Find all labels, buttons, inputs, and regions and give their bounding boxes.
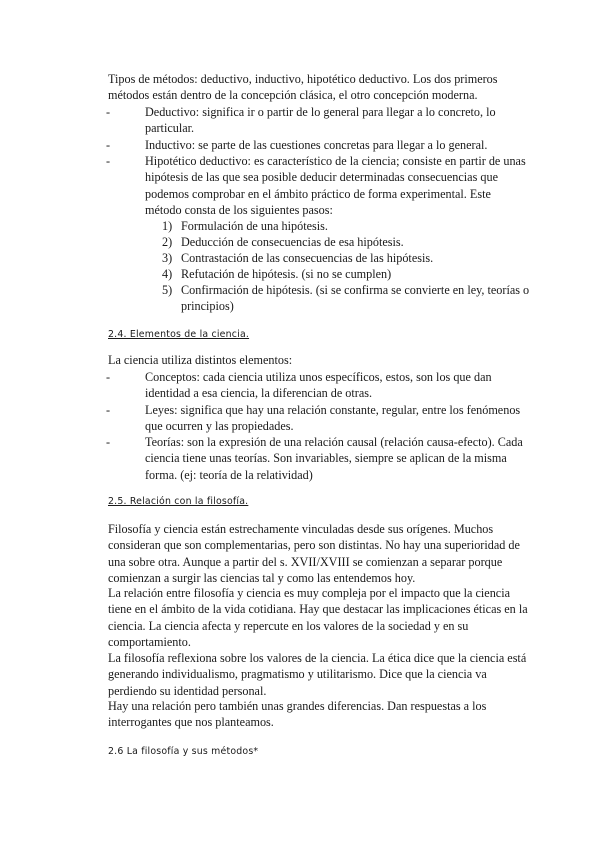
step-text: Refutación de hipótesis. (si no se cumplen) [181,267,392,281]
element-text: Leyes: significa que hay una relación constante, regular, entre los fenómenos que ocurren y las propiedades. [145,403,521,434]
step-number: 2) [162,235,173,249]
step-number: 5) [162,283,173,297]
element-item-teorias [106,434,527,483]
bullet-dash: - [106,403,111,417]
step-text: Confirmación de hipótesis. (si se confirma se convierte en ley, teorías o principios) [181,283,530,314]
step-item [162,250,532,266]
section-2-5-paragraph: La relación entre filosofía y ciencia es muy compleja por el impacto que la ciencia tiene en el ámbito de la vida cotidiana. Hay que destacar las implicaciones éticas en la ciencia. La ciencia afecta y repercute en los valores de la sociedad y en su comportamiento. [108,586,528,650]
element-item-conceptos [106,369,527,402]
section-2-4-intro: La ciencia utiliza distintos elementos: [108,353,293,367]
step-number: 3) [162,251,173,265]
step-number: 4) [162,267,173,281]
section-2-5-paragraph: La filosofía reflexiona sobre los valores de la ciencia. La ética dice que la ciencia está generando individualismo, pragmatismo y utilitarismo. Dice que la ciencia va perdiendo su identidad personal. [108,651,527,698]
method-item-deductivo [106,104,527,137]
element-item-leyes [106,402,527,435]
method-item-hipotetico [106,153,527,219]
bullet-dash: - [106,435,111,449]
step-text: Formulación de una hipótesis. [181,219,328,233]
method-text: Inductivo: se parte de las cuestiones concretas para llegar a lo general. [145,138,488,152]
step-item [162,266,532,282]
bullet-dash: - [106,370,111,384]
section-2-5-paragraph: Filosofía y ciencia están estrechamente vinculadas desde sus orígenes. Muchos consideran que son complementarias, pero son distintas. No hay una superioridad de una sobre otra. Aunque a partir del s. XVII/XVIII se comienzan a separar porque comienzan a surgir las ciencias tal y como las entendemos hoy. [108,522,520,586]
step-number: 1) [162,219,173,233]
element-text: Teorías: son la expresión de una relación causal (relación causa-efecto). Cada ciencia tiene unas teorías. Son invariables, siempre se aplican de la misma forma. (ej: teoría de la relatividad) [145,435,523,482]
step-item [162,282,532,315]
section-heading-2-4: 2.4. Elementos de la ciencia. [108,329,250,340]
bullet-dash: - [106,105,111,119]
element-text: Conceptos: cada ciencia utiliza unos específicos, estos, son los que dan identidad a esa ciencia, la diferencian de otras. [145,370,492,401]
intro-paragraph: Tipos de métodos: deductivo, inductivo, hipotético deductivo. Los dos primeros métodos están dentro de la concepción clásica, el otro concepción moderna. [108,72,498,103]
step-text: Contrastación de las consecuencias de las hipótesis. [181,251,434,265]
method-item-inductivo [106,137,527,153]
bullet-dash: - [106,154,111,168]
method-text: Hipotético deductivo: es característico de la ciencia; consiste en partir de unas hipótesis de las que sea posible deducir determinadas consecuencias que podemos comprobar en el ámbito práctico de forma experimental. Este método consta de los siguientes pasos: [145,154,526,218]
section-heading-2-6: 2.6 La filosofía y sus métodos* [108,746,259,757]
step-text: Deducción de consecuencias de esa hipótesis. [181,235,404,249]
bullet-dash: - [106,138,111,152]
step-item [162,234,532,250]
section-2-5-paragraph: Hay una relación pero también unas grandes diferencias. Dan respuestas a los interrogantes que nos planteamos. [108,699,487,730]
section-heading-2-5: 2.5. Relación con la filosofía. [108,496,249,507]
method-text: Deductivo: significa ir o partir de lo general para llegar a lo concreto, lo particular. [145,105,496,136]
step-item [162,218,532,234]
